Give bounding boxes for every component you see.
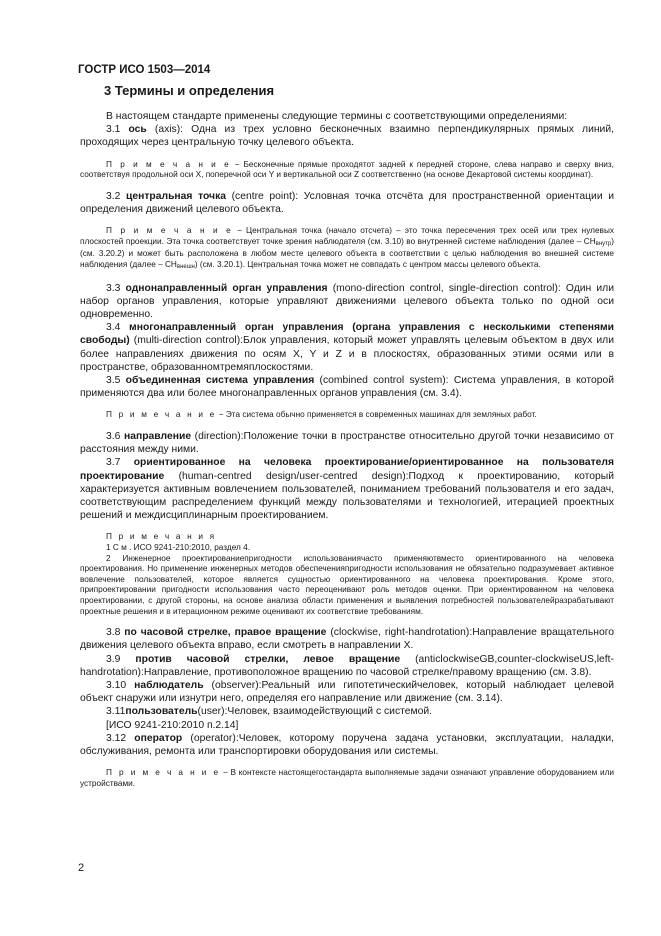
term-3-8: 3.8 по часовой стрелке, правое вращение (clockwise, right-handrotation):Направление вращательного движения целевого объекта вправо, если смотреть в направлении X. [80,627,614,652]
note-3-12: П р и м е ч а н и е − В контексте настоящегостандарта выполняемые задачи означают управление оборудованием или устройствами. [80,768,614,788]
note-3-2: П р и м е ч а н и е − Центральная точка (начало отсчета) – это точка пересечения трех осей или трех нулевых плоскостей проекции. Эта точка соответствует точке зрения наблюдателя (см. 3.10) во внутренней системе наблюдения (далее – $СН_{внутр}$) (см. 3.20.2) и может быть расположена в любом месте целевого объекта в соответствии с целью наблюдения во внешней системе наблюдения (далее – $СН_{внешн}$) (см. 3.20.1). Центральная точка может не совпадать с центром массы целевого объекта. [80,226,614,270]
term-3-3: 3.3 однонаправленный орган управления (mono-direction control, single-direction control): Один или набор органов управления, которые управляют движениями целевого объекта только по одной оси одновременно. [80,282,614,320]
term-3-12: 3.12 оператор (operator):Человек, которому поручена задача установки, эксплуатации, наладки, обслуживания, ремонта или транспортировки оборудования или системы. [80,732,614,757]
note-3-5: П р и м е ч а н и е − Эта система обычно применяется в современных машинах для земляных работ. [106,410,537,420]
note-3-7-1: 1 С м . ИСО 9241-210:2010, раздел 4. [106,543,250,553]
page-number: 2 [78,862,85,874]
term-3-6: 3.6 направление (direction):Положение точки в пространстве относительно другой точки независимо от расстояния между ними. [80,431,614,456]
term-name: против часовой стрелки, левое вращение [135,653,401,665]
term-3-4: 3.4 многонаправленный орган управления (органа управления с несколькими степенями свободы) (multi-direction control):Блок управления, который может управлять целевым объектом в двух или более направлениях движения по осям X, Y и Z и в плоскостях, образованных этими осями или в пространстве, образованномтремяплоскостями. [80,322,614,373]
term-name: направление [123,431,192,442]
section-title: 3 Термины и определения [104,83,275,98]
term-name: ориентированное на человека проектирование/ориентированное на пользователя проектирование [80,457,614,482]
document-body [80,110,614,798]
term-3-1: 3.1 ось (axis): Одна из трех условно бесконечных взаимно перпендикулярных прямых линий, проходящих через центральную точку целевого объекта. [80,124,614,149]
term-3-2: 3.2 центральная точка (centre point): Условная точка отсчёта для пространственной ориентации и определения движений целевого объекта. [80,190,614,215]
term-3-9: 3.9 против часовой стрелки, левое вращение (anticlockwiseGB,counter-clockwiseUS,left-handrotation):Направление, противоположное вращению по часовой стрелке/правому вращению (см. 3.8). [80,653,614,678]
term-3-11: 3.11пользователь(user):Человек, взаимодействующий с системой. [106,706,433,718]
standard-id: ГОСТР ИСО 1503—2014 [78,64,211,76]
term-name: ось [128,124,147,136]
term-name: наблюдатель [134,679,204,691]
term-name: многонаправленный орган управления (органа управления с несколькими степенями свободы) [80,322,614,347]
term-name: однонаправленный орган управления [125,282,328,294]
term-name: пользователь [125,706,198,718]
note-3-1: П р и м е ч а н и е − Бесконечные прямые проходятот задней к передней стороне, слева направо и сверху вниз, соответствуя продольной оси X, поперечной оси Y и вертикальной оси Z соответственно (на основе Декартовой системы координат). [80,159,614,180]
term-name: оператор [134,732,183,744]
notes-3-7-heading: П р и м е ч а н и я [106,532,217,542]
term-name: по часовой стрелке, правое вращение [124,627,327,639]
term-3-11-source: [ИСО 9241-210:2010 п.2.14] [106,719,239,731]
term-3-10: 3.10 наблюдатель (observer):Реальный или гипотетическийчеловек, который наблюдает целевой объект снаружи или изнутри него, определяя его направление или движение (см. 3.14). [80,679,614,705]
note-3-7-2: 2 Инженерное проектированиепригодности использованиячасто применяютвместо ориентированного на человека проектирования. Но применение инженерных методов обеспеченияпригодности использования не обязательно подразумевает активное вовлечение пользователей, которое является сущностью ориентированного на человека проектирования. Кроме этого, припроектировании пригодности использования часто переоценивают роль методов оценки. При ориентированном на человека проектировании, с другой стороны, на основе анализа области применения и выявления потребностей пользователейразрабатывают проектные решения и в итерационном режиме оценивают их соответствие требованиям. [80,553,614,616]
term-3-7: 3.7 ориентированное на человека проектирование/ориентированное на пользователя проектирование (human-centred design/user-centred design):Подход к проектированию, который характеризуется активным вовлечением пользователей, пониманием требований пользователя и его задач, соответствующим распределением функций между пользователями и технологией, итерацией проектных решений и междисциплинарным проектированием. [80,457,614,522]
term-name: центральная точка [126,190,226,202]
term-name: объединенная система управления [125,375,315,386]
term-3-5: 3.5 объединенная система управления (combined control system): Система управления, в которой применяются два или более многонаправленных органов управления (см. 3.4). [80,375,614,400]
intro-paragraph: В настоящем стандарте применены следующие термины с соответствующими определениями: [106,111,568,122]
